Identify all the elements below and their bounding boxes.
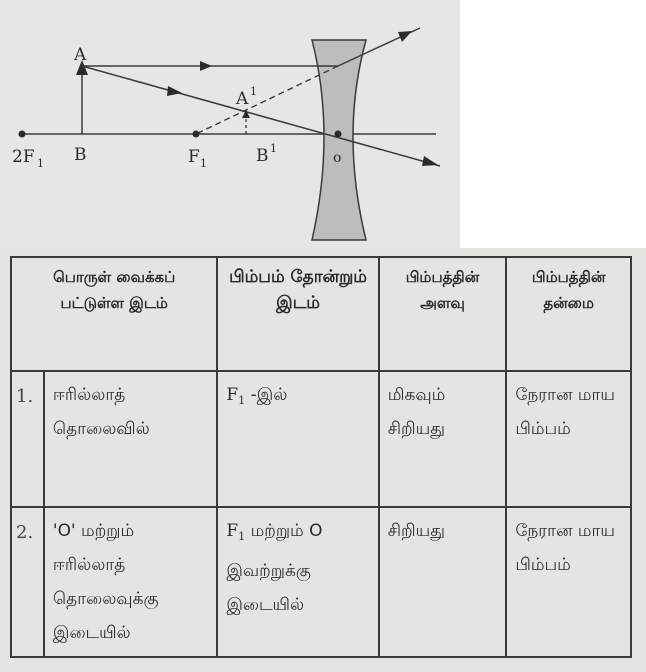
row-number: 2.: [11, 507, 44, 657]
label-2f1-sub: 1: [37, 157, 44, 170]
row-number: 1.: [11, 371, 44, 507]
image-location-text: -இல்: [245, 385, 288, 405]
table-row: [11, 507, 631, 657]
label-2f1: 2F: [12, 147, 35, 167]
point-f1: [193, 131, 200, 138]
point-o: [335, 131, 342, 138]
image-nature-cell: நேரான மாய பிம்பம்: [506, 507, 631, 657]
ray-diagram-panel: [0, 0, 460, 248]
concave-lens-ray-diagram: [0, 0, 460, 248]
image-size-cell: மிகவும் சிறியது: [379, 371, 507, 507]
table-row: [11, 371, 631, 507]
f1-symbol: F: [226, 385, 239, 405]
point-2f1: [19, 131, 26, 138]
image-properties-table: [10, 256, 632, 658]
central-ray-arrow-1: [167, 86, 182, 96]
label-f1-sub: 1: [200, 157, 207, 170]
image-location-cell: [217, 507, 378, 657]
header-image-size: பிம்பத்தின் அளவு: [379, 257, 507, 371]
object-position-cell: 'O' மற்றும் ஈரில்லாத் தொலைவுக்கு இடையில்: [44, 507, 217, 657]
label-o: o: [333, 150, 342, 166]
object-position-cell: ஈரில்லாத் தொலைவில்: [44, 371, 217, 507]
parallel-ray-arrow: [200, 61, 212, 71]
label-b: B: [74, 145, 87, 165]
image-properties-table-panel: [0, 248, 646, 672]
virtual-ray-extension: [196, 66, 338, 134]
label-b1: B: [256, 146, 269, 166]
central-ray-arrow-2: [422, 156, 438, 166]
label-a1-sup: 1: [250, 85, 257, 98]
label-a1: A: [236, 89, 249, 109]
header-image-nature: பிம்பத்தின் தன்மை: [506, 257, 631, 371]
f1-symbol: F: [226, 521, 239, 541]
header-image-location: பிம்பம் தோன்றும் இடம்: [217, 257, 378, 371]
label-f1: F: [188, 147, 200, 167]
table-header-row: [11, 257, 631, 371]
f1-subscript: 1: [238, 394, 246, 407]
refracted-ray-arrow: [398, 31, 412, 42]
concave-lens: [312, 40, 366, 240]
image-nature-cell: நேரான மாய பிம்பம்: [506, 371, 631, 507]
image-location-cell: [217, 371, 378, 507]
label-b1-sup: 1: [270, 142, 277, 155]
image-size-cell: சிறியது: [379, 507, 507, 657]
image-location-text: மற்றும் O இவற்றுக்கு இடையில்: [226, 521, 323, 615]
header-object-position: பொருள் வைக்கப் பட்டுள்ள இடம்: [11, 257, 217, 371]
f1-subscript: 1: [238, 530, 246, 543]
label-a: A: [74, 45, 87, 65]
